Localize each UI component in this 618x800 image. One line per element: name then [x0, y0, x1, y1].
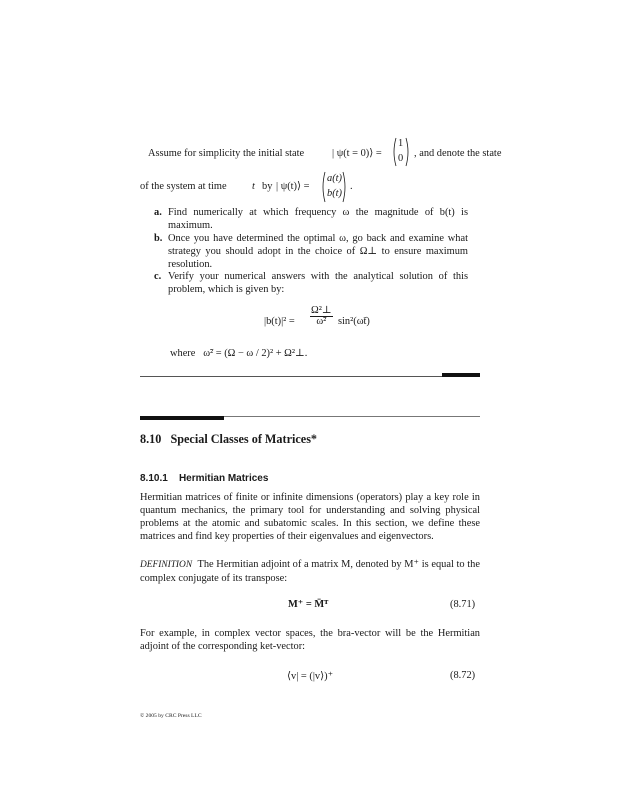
problem-end-rule: [140, 376, 480, 377]
problem-intro-line1: Assume for simplicity the initial state | ψ(t = 0)⟩ = 1 0 , and denote the state: [148, 140, 480, 166]
item-text: Verify your numerical answers with the analytical solution of this problem, which is given by:: [168, 271, 468, 295]
section-title: Special Classes of Matrices*: [170, 432, 318, 446]
section-top-bar: [140, 416, 224, 420]
vector-initial-bottom: 0: [398, 153, 404, 164]
where-expression: ω̃² = (Ω − ω / 2)² + Ω²⊥.: [203, 348, 308, 359]
subsection-title: Hermitian Matrices: [178, 473, 269, 484]
solution-numerator: Ω²⊥: [311, 305, 332, 316]
where-line: [170, 347, 370, 360]
equation-872: ⟨v| = (|v⟩)⁺: [287, 671, 334, 682]
problem-intro-line2: of the system at time t by | ψ(t)⟩ = a(t) b(t) .: [140, 172, 480, 202]
intro-line1-pre: Assume for simplicity the initial state: [148, 148, 305, 159]
problem-item-a: [154, 206, 468, 232]
solution-equation: [264, 306, 404, 336]
solution-denominator: ω̃²: [316, 316, 327, 327]
ket-time: | ψ(t)⟩ =: [276, 181, 310, 192]
item-label: c.: [154, 271, 162, 282]
section-heading: [140, 432, 317, 447]
ket-initial: | ψ(t = 0)⟩ =: [332, 148, 382, 159]
item-label: a.: [154, 207, 162, 218]
item-label: b.: [154, 233, 163, 244]
intro-line2-by: by: [262, 181, 273, 192]
intro-line1-post: and denote the state: [419, 148, 502, 159]
subsection-heading: [140, 473, 268, 484]
time-variable: t: [252, 181, 255, 192]
vector-initial: [391, 136, 411, 168]
section-number: 8.10: [140, 432, 162, 446]
vector-time-bottom: b(t): [327, 188, 343, 199]
footer-copyright: © 2005 by CRC Press LLC: [140, 713, 202, 719]
vector-time-top: a(t): [327, 173, 343, 184]
problem-end-bar: [442, 373, 480, 377]
solution-fraction: [310, 306, 333, 327]
definition-text: The Hermitian adjoint of a matrix M, denoted by M⁺ is equal to the complex conjugate of its transpose:: [140, 559, 480, 584]
vector-initial-top: 1: [398, 138, 404, 149]
definition-paragraph: [140, 558, 480, 585]
definition-label: DEFINITION: [140, 560, 193, 570]
where-word: where: [170, 348, 196, 359]
item-text: Find numerically at which frequency ω the magnitude of b(t) is maximum.: [168, 207, 468, 231]
solution-lhs: |b(t)|² =: [264, 316, 295, 327]
item-text: Once you have determined the optimal ω, go back and examine what strategy you should adopt in the choice of Ω⊥ to ensure maximum resolution.: [168, 233, 468, 270]
problem-item-b: [154, 232, 468, 271]
vector-time: [320, 170, 348, 204]
equation-872-number: (8.72): [450, 670, 476, 681]
equation-871-number: (8.71): [450, 599, 476, 610]
equation-871: M⁺ = M̄ᵀ: [288, 599, 329, 610]
solution-rhs: sin²(ω̃t): [338, 316, 370, 327]
problem-item-c: [154, 270, 468, 296]
body-paragraph-2: For example, in complex vector spaces, the bra-vector will be the Hermitian adjoint of the corresponding ket-vector:: [140, 628, 480, 652]
intro-line2-pre: of the system at time: [140, 181, 227, 192]
subsection-number: 8.10.1: [140, 473, 168, 484]
body-paragraph-1: Hermitian matrices of finite or infinite dimensions (operators) play a key role in quantum mechanics, the primary tool for understanding and solving physical problems at the atomic and subatomic scales. In this section, we define these matrices and find key properties of their eigenvalues and eigenvectors.: [140, 492, 480, 542]
